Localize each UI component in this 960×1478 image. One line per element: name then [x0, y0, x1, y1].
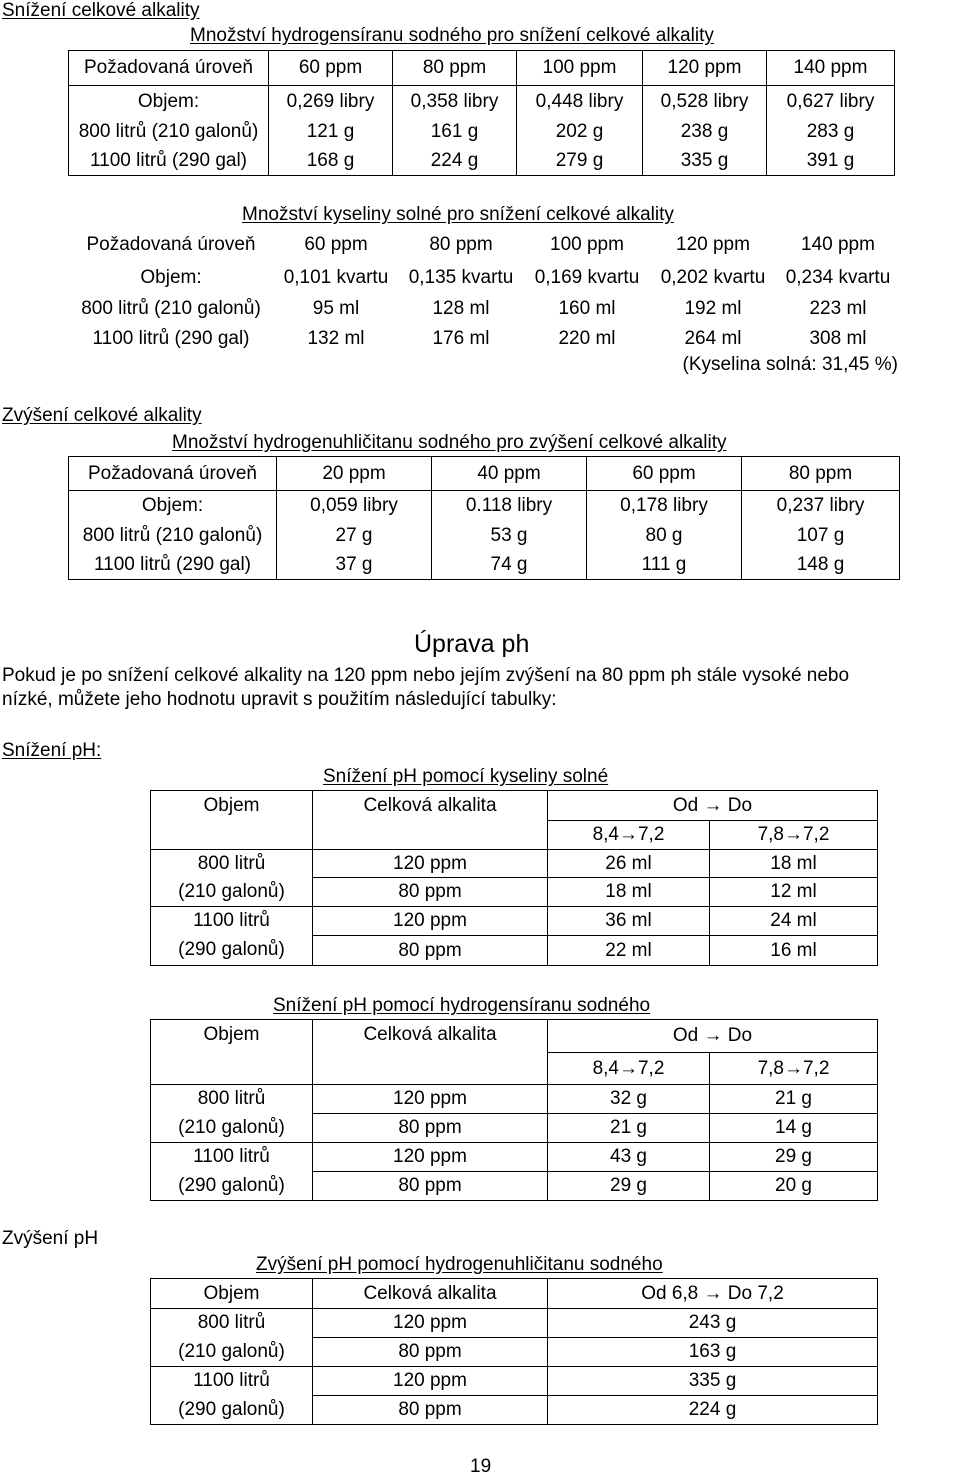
table-cell: 0,237 libry — [742, 491, 900, 522]
table-cell: 1100 litrů — [151, 1143, 313, 1172]
table-cell: 335 g — [643, 147, 767, 176]
acid-concentration-note: (Kyselina solná: 31,45 %) — [682, 354, 898, 375]
table-cell: 16 ml — [710, 936, 878, 966]
table-cell: 0.118 libry — [432, 491, 587, 522]
table-row — [151, 936, 878, 966]
table-cell: 335 g — [548, 1367, 878, 1396]
table-cell: 14 g — [710, 1114, 878, 1143]
table-cell: Objem: — [69, 491, 277, 522]
table-row — [151, 1085, 878, 1114]
table-row — [69, 551, 900, 580]
table-cell: 80 ppm — [313, 1172, 548, 1201]
table-cell: 176 ml — [432, 328, 490, 349]
table-cell: 120 ppm — [313, 1309, 548, 1338]
table-row — [151, 1396, 878, 1425]
header-cell: Od 6,8 → Do 7,2 — [548, 1279, 878, 1309]
table-cell: 120 ppm — [313, 907, 548, 936]
table-row — [69, 522, 900, 551]
table-cell: 0,059 libry — [277, 491, 432, 522]
table-cell: 243 g — [548, 1309, 878, 1338]
header-cell: 140 ppm — [767, 51, 895, 86]
section-heading-raise-alkalinity: Zvýšení celkové alkality — [2, 405, 202, 426]
table-row — [68, 294, 900, 324]
table-cell: 163 g — [548, 1338, 878, 1367]
table-cell: Objem: — [69, 86, 269, 118]
header-cell: 40 ppm — [432, 457, 587, 491]
header-cell: 7,8→7,2 — [710, 1053, 878, 1085]
table-sodium-bicarbonate — [68, 456, 900, 580]
table-row — [151, 1143, 878, 1172]
header-cell: 80 ppm — [429, 234, 493, 255]
lower-ph-heading: Snížení pH: — [2, 740, 102, 761]
table-cell: 0,202 kvartu — [660, 266, 766, 288]
table-cell: 80 ppm — [313, 936, 548, 966]
table-cell: 53 g — [432, 522, 587, 551]
table-cell: 37 g — [277, 551, 432, 580]
table-cell: 0,448 libry — [517, 86, 643, 118]
header-cell: 60 ppm — [587, 457, 742, 491]
table-cell: 1100 litrů — [151, 907, 313, 936]
table-cell: 308 ml — [809, 328, 867, 349]
table-header-row — [68, 229, 900, 261]
header-cell: 80 ppm — [742, 457, 900, 491]
table-cell: 80 ppm — [313, 1396, 548, 1425]
table-row — [151, 1367, 878, 1396]
table-cell: (290 galonů) — [151, 1396, 313, 1425]
table-row — [151, 907, 878, 936]
table-cell: 80 ppm — [313, 1338, 548, 1367]
header-cell: 8,4→7,2 — [548, 1053, 710, 1085]
table-title-sodium-bisulfate: Množství hydrogensíranu sodného pro snížení celkové alkality — [190, 25, 714, 46]
table-cell: 21 g — [548, 1114, 710, 1143]
header-cell: 60 ppm — [269, 51, 393, 86]
table-cell: 21 g — [710, 1085, 878, 1114]
table-cell: 0,528 libry — [643, 86, 767, 118]
table-cell: 800 litrů — [151, 850, 313, 878]
header-cell: 7,8→7,2 — [710, 821, 878, 850]
table-cell: 80 g — [587, 522, 742, 551]
header-cell: Požadovaná úroveň — [86, 234, 256, 255]
table-row — [68, 261, 900, 294]
table-cell: 202 g — [517, 118, 643, 147]
table-cell: (290 galonů) — [151, 1172, 313, 1201]
header-cell: 8,4→7,2 — [548, 821, 710, 850]
table-row — [69, 147, 895, 176]
table-cell: 132 ml — [307, 328, 365, 349]
table-cell: Objem: — [140, 266, 202, 288]
table-cell: 223 ml — [809, 298, 867, 319]
table-cell: 107 g — [742, 522, 900, 551]
table-row — [69, 118, 895, 147]
table-cell: 80 ppm — [313, 878, 548, 907]
ph-intro-line-1: Pokud je po snížení celkové alkality na 120 ppm nebo jejím zvýšení na 80 ppm ph stále vysoké nebo — [2, 665, 850, 686]
ph-intro-line-2: nízké, můžete jeho hodnotu upravit s použitím následující tabulky: — [2, 689, 557, 710]
table-title-sodium-bicarbonate: Množství hydrogenuhličitanu sodného pro zvýšení celkové alkality — [172, 432, 727, 453]
table-cell: 36 ml — [548, 907, 710, 936]
table-cell: 18 ml — [710, 850, 878, 878]
table-cell: 12 ml — [710, 878, 878, 907]
table-cell: 22 ml — [548, 936, 710, 966]
table-cell: 283 g — [767, 118, 895, 147]
table-cell: 1100 litrů (290 gal) — [69, 551, 277, 580]
table-cell: 18 ml — [548, 878, 710, 907]
table-cell: 224 g — [393, 147, 517, 176]
header-cell: 100 ppm — [550, 234, 624, 255]
table-cell: 95 ml — [312, 298, 360, 319]
table-cell: 43 g — [548, 1143, 710, 1172]
table-row — [151, 850, 878, 878]
table-cell: 26 ml — [548, 850, 710, 878]
table-cell: 1100 litrů (290 gal) — [69, 147, 269, 176]
header-cell: 80 ppm — [393, 51, 517, 86]
header-cell: Od → Do — [548, 1020, 878, 1053]
table-row — [151, 1114, 878, 1143]
table-cell: (210 galonů) — [151, 878, 313, 907]
table-cell: (210 galonů) — [151, 1114, 313, 1143]
header-cell: Požadovaná úroveň — [69, 51, 269, 86]
table-cell: 391 g — [767, 147, 895, 176]
table-cell: 0,178 libry — [587, 491, 742, 522]
header-cell: 140 ppm — [801, 234, 875, 255]
table-cell: 238 g — [643, 118, 767, 147]
table-row — [151, 878, 878, 907]
header-cell: 120 ppm — [643, 51, 767, 86]
table-cell: 74 g — [432, 551, 587, 580]
table-cell: 128 ml — [432, 298, 490, 319]
table-header-row — [151, 1020, 878, 1053]
table-cell: 1100 litrů — [151, 1367, 313, 1396]
table-title-hydrochloric-acid: Množství kyseliny solné pro snížení celkové alkality — [242, 204, 674, 225]
header-cell: 120 ppm — [676, 234, 750, 255]
table-cell: 24 ml — [710, 907, 878, 936]
header-cell: Objem — [151, 1020, 313, 1085]
table-row — [69, 491, 900, 522]
table-cell: 0,627 libry — [767, 86, 895, 118]
table-title-ph-bisulfate: Snížení pH pomocí hydrogensíranu sodného — [273, 995, 651, 1016]
table-cell: 192 ml — [684, 298, 742, 319]
table-ph-bisulfate — [150, 1019, 878, 1201]
table-title-ph-bicarbonate: Zvýšení pH pomocí hydrogenuhličitanu sodného — [256, 1254, 663, 1275]
table-cell: 224 g — [548, 1396, 878, 1425]
header-cell: Od → Do — [548, 791, 878, 821]
table-cell: 120 ppm — [313, 1367, 548, 1396]
table-cell: 800 litrů (210 galonů) — [69, 118, 269, 147]
table-cell: 800 litrů — [151, 1309, 313, 1338]
table-cell: 160 ml — [558, 298, 616, 319]
table-cell: 161 g — [393, 118, 517, 147]
table-cell: 120 ppm — [313, 1143, 548, 1172]
page-number: 19 — [470, 1456, 492, 1477]
header-cell: Objem — [151, 791, 313, 850]
table-cell: 29 g — [548, 1172, 710, 1201]
table-title-ph-hydrochloric: Snížení pH pomocí kyseliny solné — [323, 766, 609, 787]
table-cell: 0,169 kvartu — [534, 266, 640, 288]
header-cell: 60 ppm — [304, 234, 368, 255]
table-cell: 32 g — [548, 1085, 710, 1114]
table-cell: 800 litrů — [151, 1085, 313, 1114]
table-cell: 121 g — [269, 118, 393, 147]
table-row — [151, 1338, 878, 1367]
table-cell: 220 ml — [558, 328, 616, 349]
section-heading-lower-alkalinity: Snížení celkové alkality — [2, 0, 200, 21]
table-row — [151, 1172, 878, 1201]
table-cell: 800 litrů (210 galonů) — [81, 298, 261, 319]
header-cell: 20 ppm — [277, 457, 432, 491]
table-cell: 0,269 libry — [269, 86, 393, 118]
table-hydrochloric-acid — [68, 229, 900, 354]
table-row — [151, 1309, 878, 1338]
table-ph-hydrochloric — [150, 790, 878, 966]
raise-ph-heading: Zvýšení pH — [2, 1228, 99, 1249]
header-cell: 100 ppm — [517, 51, 643, 86]
table-cell: 27 g — [277, 522, 432, 551]
table-cell: 148 g — [742, 551, 900, 580]
table-cell: 264 ml — [684, 328, 742, 349]
table-cell: 1100 litrů (290 gal) — [92, 328, 250, 349]
table-cell: 120 ppm — [313, 850, 548, 878]
table-cell: 0,135 kvartu — [408, 266, 514, 288]
table-row — [69, 86, 895, 118]
table-cell: 80 ppm — [313, 1114, 548, 1143]
table-cell: (290 galonů) — [151, 936, 313, 966]
table-cell: 0,358 libry — [393, 86, 517, 118]
header-cell: Celková alkalita — [313, 791, 548, 850]
table-cell: 120 ppm — [313, 1085, 548, 1114]
table-header-row — [151, 791, 878, 821]
table-ph-bicarbonate — [150, 1278, 878, 1425]
table-cell: 168 g — [269, 147, 393, 176]
header-cell: Požadovaná úroveň — [69, 457, 277, 491]
table-cell: 111 g — [587, 551, 742, 580]
table-cell: 20 g — [710, 1172, 878, 1201]
header-cell: Celková alkalita — [313, 1020, 548, 1085]
table-cell: 279 g — [517, 147, 643, 176]
table-cell: 29 g — [710, 1143, 878, 1172]
table-cell: 0,234 kvartu — [785, 266, 891, 288]
table-header-row — [151, 1279, 878, 1309]
header-cell: Objem — [151, 1279, 313, 1309]
table-cell: 800 litrů (210 galonů) — [69, 522, 277, 551]
ph-section-title: Úprava ph — [414, 630, 530, 658]
table-cell: (210 galonů) — [151, 1338, 313, 1367]
table-row — [68, 324, 900, 354]
table-cell: 0,101 kvartu — [283, 266, 389, 288]
table-header-row — [69, 51, 895, 86]
header-cell: Celková alkalita — [313, 1279, 548, 1309]
table-header-row — [69, 457, 900, 491]
table-sodium-bisulfate — [68, 50, 895, 176]
